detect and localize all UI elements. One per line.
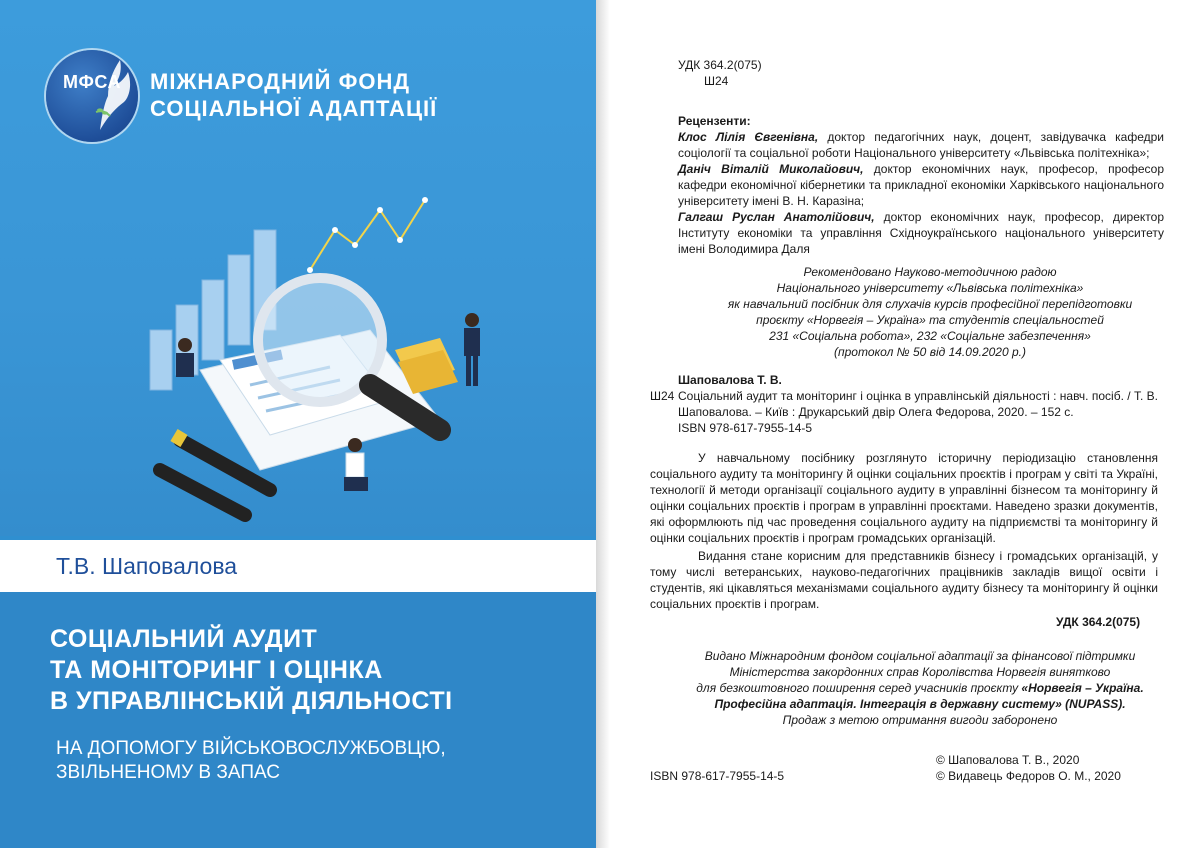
- abstract-paragraph: Видання стане корисним для представників бізнесу і громадських організацій, у тому числі ветеранських, науково-педагогічних працівників закладів вищої освіти і студентів, які цікавляться механізмами соціального аудиту бізнесу та моніторингу й оцінки соціальних проєктів і програм.: [650, 549, 1158, 611]
- organization-logo: [46, 50, 138, 142]
- recommendation-line: Рекомендовано Науково-методичною радою: [803, 265, 1057, 279]
- grant-line: Професійна адаптація. Інтеграція в державну систему» (NUPASS).: [714, 697, 1126, 711]
- book-cover: [0, 0, 596, 848]
- reviewer-name: Галгаш Руслан Анатолійович,: [678, 210, 875, 224]
- reviewer-entry: [678, 161, 1164, 209]
- recommendation-line: (протокол № 50 від 14.09.2020 р.): [834, 345, 1026, 359]
- subtitle-line: ЗВІЛЬНЕНОМУ В ЗАПАС: [56, 762, 280, 783]
- author-name: Т.В. Шаповалова: [56, 553, 238, 579]
- dove-icon: [94, 56, 134, 136]
- catalog-description: Соціальний аудит та моніторинг і оцінка в управлінській діяльності : навч. посіб. / Т. В. Шаповалова. – Київ : Друкарський двір Олега Федорова, 2020. – 152 с.: [678, 389, 1158, 419]
- grant-line: Міністерства закордонних справ Королівства Норвегія винятково: [729, 665, 1111, 679]
- title-line: ТА МОНІТОРИНГ І ОЦІНКА: [50, 656, 383, 684]
- subtitle-line: НА ДОПОМОГУ ВІЙСЬКОВОСЛУЖБОВЦЮ,: [56, 738, 446, 759]
- reviewer-name: Клос Лілія Євгенівна,: [678, 130, 819, 144]
- title-line: В УПРАВЛІНСЬКІЙ ДІЯЛЬНОСТІ: [50, 687, 453, 715]
- author-mark: Ш24: [704, 74, 729, 88]
- grant-line: Продаж з метою отримання вигоди заборонено: [782, 713, 1058, 727]
- audit-illustration: [140, 170, 500, 530]
- logo-abbreviation: МФСА: [63, 72, 121, 92]
- reviewer-entry: [678, 209, 1164, 257]
- copyright-author: © Шаповалова Т. В., 2020: [936, 753, 1080, 767]
- reviewer-description: доктор економічних наук, професор, професор кафедри економічної кібернетики та прикладної економіки Харківського національного університету імені В. Н. Каразіна;: [678, 162, 1165, 208]
- spine-shadow: [596, 0, 610, 848]
- isbn: ISBN 978-617-7955-14-5: [650, 769, 785, 783]
- abstract-paragraph: У навчальному посібнику розглянуто історичну періодизацію становлення соціального аудиту та моніторингу й оцінки соціальних проєктів і програм у світі та Україні, технології й методи організації соціального аудиту в управлінні бізнесом та моніторингу й оцінки соціальних проєктів і програм в управлінні проєктами. Наведено зразки документів, які оформлюють під час проведення соціального аудиту на підприємстві та моніторингу й оцінки соціальних проєктів і програм громадських організацій.: [650, 451, 1158, 545]
- copyright-publisher: © Видавець Федоров О. М., 2020: [936, 769, 1121, 783]
- title-line: СОЦІАЛЬНИЙ АУДИТ: [50, 625, 318, 653]
- grant-text: для безкоштовного поширення серед учасників проєкту: [696, 681, 1022, 695]
- reviewer-description: доктор економічних наук, професор, директор Інституту економіки та управління Східноукраїнського національного університету імені Володимира Даля: [678, 210, 1164, 256]
- recommendation-line: Національного університету «Львівська політехніка»: [776, 281, 1084, 295]
- person-figure: [176, 338, 194, 377]
- catalog-author: Шаповалова Т. В.: [678, 373, 782, 387]
- udk-code: УДК 364.2(075): [678, 58, 762, 72]
- reviewers-heading: Рецензенти:: [678, 114, 751, 128]
- reviewer-entry: [678, 129, 1164, 161]
- organization-name-line1: МІЖНАРОДНИЙ ФОНД: [150, 69, 411, 94]
- recommendation-block: [718, 264, 1142, 360]
- grant-line: Видано Міжнародним фондом соціальної адаптації за фінансової підтримки: [704, 649, 1136, 663]
- reviewer-name: Даніч Віталій Миколайович,: [678, 162, 864, 176]
- organization-name-line2: СОЦІАЛЬНОЇ АДАПТАЦІЇ: [150, 96, 438, 121]
- grant-line: [650, 680, 1190, 696]
- book-subtitle: [56, 737, 446, 785]
- grant-notice: [650, 648, 1190, 728]
- recommendation-line: проєкту «Норвегія – Україна» та студентів спеціальностей: [756, 313, 1104, 327]
- recommendation-line: 231 «Соціальна робота», 232 «Соціальне забезпечення»: [769, 329, 1091, 343]
- organization-name: [150, 68, 437, 122]
- book-title: [50, 624, 453, 717]
- catalog-entry: [678, 388, 1158, 436]
- udk-code-bottom: УДК 364.2(075): [1056, 615, 1141, 629]
- project-name: «Норвегія – Україна.: [1021, 681, 1144, 695]
- catalog-code: Ш24: [650, 389, 675, 403]
- catalog-isbn: ISBN 978-617-7955-14-5: [678, 421, 813, 435]
- reviewer-description: доктор педагогічних наук, доцент, завідувачка кафедри соціології та соціальної роботи Національного університету «Львівська політехніка»;: [678, 130, 1164, 160]
- imprint-page: [596, 0, 1200, 848]
- recommendation-line: як навчальний посібник для слухачів курсів професійної перепідготовки: [727, 297, 1133, 311]
